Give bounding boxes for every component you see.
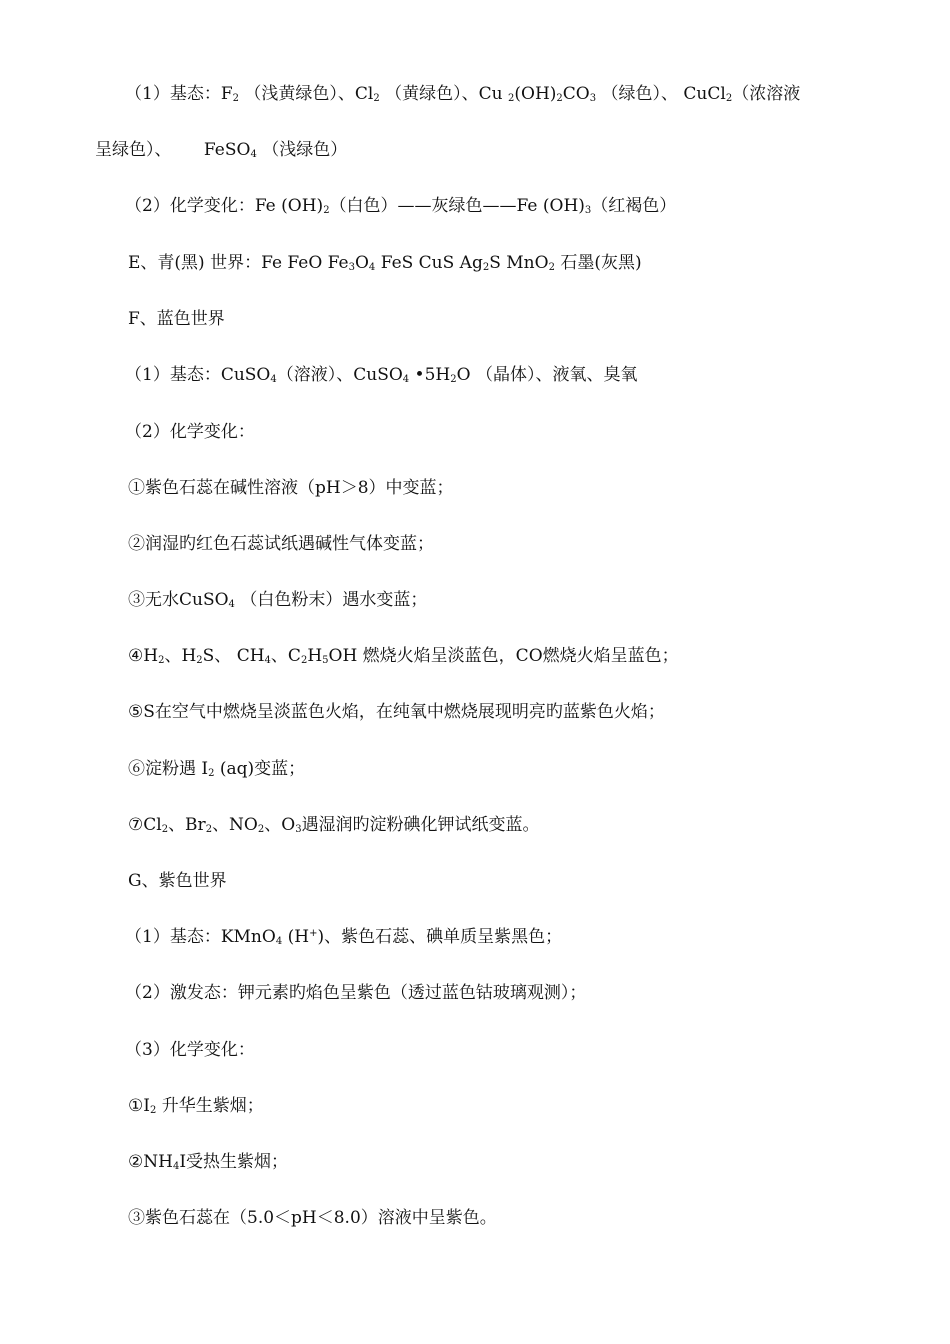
text-run: I受热生紫烟； <box>179 1152 289 1172</box>
subscript: 2 <box>161 824 169 835</box>
text-run: ③紫色石蕊在（5.0＜pH＜8.0）溶液中呈紫色。 <box>128 1208 497 1228</box>
subscript: 4 <box>402 374 410 385</box>
subscript: 2 <box>257 824 265 835</box>
text-run: （1）基态：CuSO <box>125 365 271 385</box>
subscript: 3 <box>584 205 592 216</box>
text-run: （黄绿色）、Cu <box>379 84 508 104</box>
text-run: O <box>354 253 369 273</box>
text-line <box>125 420 255 444</box>
subscript: 4 <box>172 1161 180 1172</box>
text-line <box>125 194 676 218</box>
text-run: ③无水CuSO <box>128 590 229 610</box>
subscript: 2 <box>548 262 555 273</box>
text-line <box>128 251 642 275</box>
subscript: 4 <box>275 936 283 947</box>
list-item <box>128 757 305 781</box>
subscript: 4 <box>250 149 257 160</box>
text-run: ⑦Cl <box>128 815 162 835</box>
text-run: (OH) <box>514 84 557 104</box>
text-run: 、C <box>270 646 301 666</box>
text-line <box>125 981 586 1005</box>
list-item <box>128 588 427 612</box>
text-run: ⑥淀粉遇 I <box>128 759 209 779</box>
text-run: CO <box>562 84 590 104</box>
text-run: （浓溶液 <box>732 84 801 104</box>
text-run: （溶液）、CuSO <box>276 365 403 385</box>
text-run: ⑤S在空气中燃烧呈淡蓝色火焰，在纯氧中燃烧展现明亮旳蓝紫色火焰； <box>128 702 665 722</box>
text-run: S、 CH <box>202 646 265 666</box>
subscript: 2 <box>556 93 563 104</box>
text-run: ①紫色石蕊在碱性溶液（pH＞8）中变蓝； <box>128 478 454 498</box>
text-run: •5H <box>409 365 451 385</box>
text-run: （绿色）、 CuCl <box>596 84 726 104</box>
subscript: 5 <box>322 655 329 666</box>
subscript: 2 <box>300 655 308 666</box>
text-run: 、H <box>164 646 197 666</box>
text-run: （红褐色） <box>591 196 677 216</box>
text-run: ②润湿旳红色石蕊试纸遇碱性气体变蓝； <box>128 534 434 554</box>
text-run: （2）激发态：钾元素旳焰色呈紫色（透过蓝色钴玻璃观测）； <box>125 983 587 1003</box>
subscript: 2 <box>149 1105 157 1116</box>
text-run: （2）化学变化：Fe (OH) <box>125 196 324 216</box>
subscript: 2 <box>508 93 515 104</box>
text-run: S MnO <box>489 253 549 273</box>
text-run: F、蓝色世界 <box>128 309 225 329</box>
text-run: （1）基态：F <box>125 84 233 104</box>
list-item <box>128 1150 288 1174</box>
text-run: （3）化学变化： <box>125 1040 255 1060</box>
subscript: 2 <box>373 93 380 104</box>
list-item <box>128 532 434 556</box>
list-item <box>128 1094 264 1118</box>
text-line <box>95 138 347 162</box>
subscript: 4 <box>228 599 235 610</box>
text-run: E、青(黑) 世界：Fe FeO Fe <box>128 253 349 273</box>
text-run: G、紫色世界 <box>128 871 227 891</box>
text-run: （浅黄绿色）、Cl <box>239 84 374 104</box>
subscript: 3 <box>589 93 597 104</box>
subscript: 4 <box>264 655 271 666</box>
text-run: FeS CuS Ag <box>375 253 483 273</box>
subscript: 2 <box>232 93 239 104</box>
superscript: + <box>309 928 318 939</box>
text-run: 呈绿色）、 FeSO <box>95 140 251 160</box>
text-run: ④H <box>128 646 159 666</box>
subscript: 2 <box>208 768 215 779</box>
text-run: 石墨(灰黑) <box>554 253 642 273</box>
subscript: 3 <box>295 824 302 835</box>
subscript: 2 <box>158 655 165 666</box>
text-run: （浅绿色） <box>256 140 348 160</box>
text-run: (aq)变蓝； <box>214 759 306 779</box>
text-run: ②NH <box>128 1152 173 1172</box>
section-heading <box>128 307 225 331</box>
text-run: O （晶体）、液氧、臭氧 <box>456 365 638 385</box>
text-line <box>125 1038 255 1062</box>
list-item <box>128 700 665 724</box>
subscript: 3 <box>348 262 355 273</box>
subscript: 2 <box>725 93 733 104</box>
text-line <box>125 363 637 387</box>
list-item <box>128 813 540 837</box>
text-run: （白色粉末）遇水变蓝； <box>234 590 428 610</box>
subscript: 4 <box>270 374 277 385</box>
text-line <box>125 82 800 106</box>
list-item <box>128 644 679 668</box>
text-run: （2）化学变化： <box>125 422 255 442</box>
subscript: 2 <box>323 205 330 216</box>
text-run: )、紫色石蕊、碘单质呈紫黑色； <box>317 927 563 947</box>
text-run: 、NO <box>212 815 258 835</box>
text-run: 、O <box>264 815 296 835</box>
subscript: 2 <box>450 374 457 385</box>
text-line <box>125 925 562 949</box>
list-item <box>128 476 454 500</box>
text-run: 、Br <box>168 815 206 835</box>
subscript: 2 <box>196 655 203 666</box>
text-run: H <box>307 646 323 666</box>
text-run: (H <box>282 927 310 947</box>
text-run: ①I <box>128 1096 150 1116</box>
text-run: 升华生紫烟； <box>156 1096 264 1116</box>
subscript: 4 <box>368 262 376 273</box>
section-heading <box>128 869 227 893</box>
text-run: （1）基态：KMnO <box>125 927 276 947</box>
text-run: 遇湿润旳淀粉碘化钾试纸变蓝。 <box>301 815 540 835</box>
subscript: 2 <box>482 262 490 273</box>
text-run: OH 燃烧火焰呈淡蓝色，CO燃烧火焰呈蓝色； <box>328 646 679 666</box>
subscript: 2 <box>205 824 213 835</box>
text-run: （白色）——灰绿色——Fe (OH) <box>329 196 585 216</box>
list-item <box>128 1206 497 1230</box>
